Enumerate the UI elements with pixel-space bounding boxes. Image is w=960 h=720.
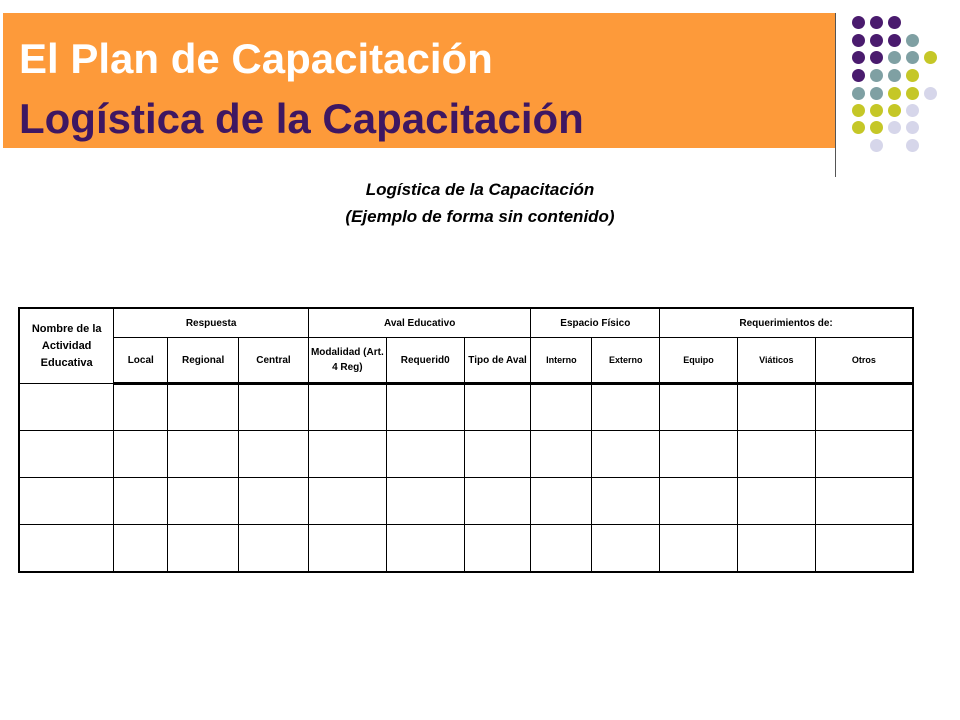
dot: [888, 34, 901, 47]
dot: [906, 139, 919, 152]
header-group-espacio: Espacio Físico: [531, 308, 660, 338]
table-cell[interactable]: [531, 478, 592, 525]
table-cell[interactable]: [660, 384, 738, 431]
header-local: Local: [114, 338, 168, 384]
dot: [888, 121, 901, 134]
header-externo: Externo: [592, 338, 660, 384]
table-cell[interactable]: [815, 525, 913, 572]
dot: [906, 104, 919, 117]
table-cell[interactable]: [737, 525, 815, 572]
title-divider: [835, 13, 836, 177]
table-row: [19, 525, 913, 572]
header-central: Central: [239, 338, 309, 384]
dot: [852, 51, 865, 64]
table-cell[interactable]: [386, 478, 464, 525]
table-row: [19, 384, 913, 431]
dot: [852, 121, 865, 134]
dot: [852, 87, 865, 100]
table-cell[interactable]: [531, 525, 592, 572]
table-cell[interactable]: [386, 384, 464, 431]
table-cell[interactable]: [239, 431, 309, 478]
dot: [888, 51, 901, 64]
table-cell[interactable]: [737, 384, 815, 431]
dot: [870, 121, 883, 134]
table-cell[interactable]: [308, 431, 386, 478]
dot: [870, 34, 883, 47]
table-cell[interactable]: [239, 478, 309, 525]
table-cell[interactable]: [737, 478, 815, 525]
header-group-requerimientos: Requerimientos de:: [660, 308, 913, 338]
title-line-1: El Plan de Capacitación: [19, 35, 493, 82]
table-cell[interactable]: [19, 525, 114, 572]
dot: [852, 16, 865, 29]
table-cell[interactable]: [592, 525, 660, 572]
table-cell[interactable]: [168, 525, 239, 572]
dot: [888, 87, 901, 100]
dot: [870, 87, 883, 100]
table-cell[interactable]: [168, 478, 239, 525]
header-interno: Interno: [531, 338, 592, 384]
title-bar: [3, 13, 836, 148]
header-requerido: Requerid0: [386, 338, 464, 384]
table-cell[interactable]: [531, 384, 592, 431]
header-equipo: Equipo: [660, 338, 738, 384]
form-body: [19, 384, 913, 572]
table-cell[interactable]: [464, 384, 531, 431]
table-row: [19, 478, 913, 525]
table-cell[interactable]: [660, 478, 738, 525]
table-cell[interactable]: [19, 431, 114, 478]
table-cell[interactable]: [308, 478, 386, 525]
table-cell[interactable]: [592, 384, 660, 431]
title-line-2: Logística de la Capacitación: [19, 95, 584, 142]
table-cell[interactable]: [19, 478, 114, 525]
dot: [906, 87, 919, 100]
table-cell[interactable]: [464, 431, 531, 478]
dot: [870, 69, 883, 82]
table-cell[interactable]: [19, 384, 114, 431]
table-cell[interactable]: [114, 478, 168, 525]
header-group-aval: Aval Educativo: [308, 308, 531, 338]
table-cell[interactable]: [464, 478, 531, 525]
header-otros: Otros: [815, 338, 913, 384]
table-row: [19, 431, 913, 478]
table-cell[interactable]: [531, 431, 592, 478]
dot: [870, 51, 883, 64]
table-cell[interactable]: [737, 431, 815, 478]
dot: [852, 104, 865, 117]
table-cell[interactable]: [308, 384, 386, 431]
dot: [888, 69, 901, 82]
dot: [906, 121, 919, 134]
logistics-form-table: [18, 307, 914, 573]
dot: [906, 34, 919, 47]
table-cell[interactable]: [114, 525, 168, 572]
dot: [870, 16, 883, 29]
form-title: Logística de la Capacitación: [365, 180, 595, 199]
table-cell[interactable]: [660, 431, 738, 478]
table-cell[interactable]: [386, 431, 464, 478]
dot: [870, 104, 883, 117]
dot: [852, 34, 865, 47]
header-group-respuesta: Respuesta: [114, 308, 309, 338]
dot: [852, 69, 865, 82]
dot: [888, 104, 901, 117]
table-cell[interactable]: [114, 384, 168, 431]
table-cell[interactable]: [308, 525, 386, 572]
header-activity-name: Nombre de la Actividad Educativa: [19, 308, 114, 384]
form-subtitle: (Ejemplo de forma sin contenido): [345, 207, 615, 226]
dot: [888, 16, 901, 29]
table-cell[interactable]: [386, 525, 464, 572]
table-cell[interactable]: [592, 431, 660, 478]
table-cell[interactable]: [114, 431, 168, 478]
table-cell[interactable]: [592, 478, 660, 525]
table-cell[interactable]: [660, 525, 738, 572]
header-regional: Regional: [168, 338, 239, 384]
header-modalidad: Modalidad (Art. 4 Reg): [308, 338, 386, 384]
dot: [906, 51, 919, 64]
table-cell[interactable]: [464, 525, 531, 572]
dot: [906, 69, 919, 82]
table-cell[interactable]: [168, 384, 239, 431]
table-cell[interactable]: [815, 384, 913, 431]
dot: [924, 51, 937, 64]
dot: [924, 87, 937, 100]
table-cell[interactable]: [239, 384, 309, 431]
table-cell[interactable]: [815, 478, 913, 525]
table-cell[interactable]: [815, 431, 913, 478]
dot: [870, 139, 883, 152]
header-tipo-aval: Tipo de Aval: [464, 338, 531, 384]
table-cell[interactable]: [168, 431, 239, 478]
table-cell[interactable]: [239, 525, 309, 572]
header-viaticos: Viáticos: [737, 338, 815, 384]
